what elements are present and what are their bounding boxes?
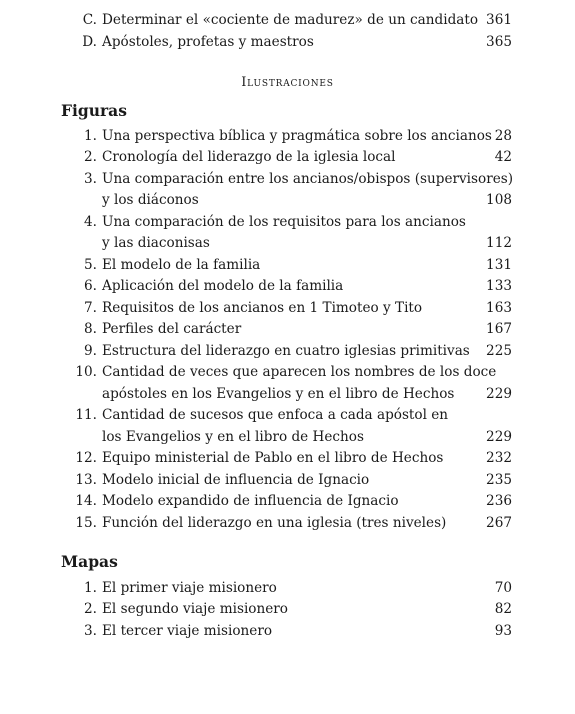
map-title-line: El segundo viaje misionero [102, 601, 288, 617]
figure-page: 236 [486, 493, 512, 509]
maps-heading: Mapas [61, 552, 118, 571]
map-page: 93 [494, 623, 512, 639]
figure-page: 131 [486, 257, 512, 273]
map-title-line: El tercer viaje misionero [102, 623, 273, 639]
figure-page: 108 [486, 192, 512, 208]
figure-title-line: Modelo inicial de influencia de Ignacio [102, 472, 370, 488]
figure-item [0, 491, 575, 512]
figure-number: 5. [84, 257, 97, 273]
figure-page: 28 [494, 128, 512, 144]
appendix-entry-c [0, 10, 575, 31]
figure-title-line: El modelo de la familia [102, 257, 261, 273]
figure-title-line: Cantidad de sucesos que enfoca a cada apóstol en [102, 407, 449, 423]
figure-number: 9. [84, 343, 97, 359]
figure-number: 4. [84, 214, 97, 230]
figures-heading: Figuras [61, 101, 127, 120]
figure-item [0, 513, 575, 534]
map-number: 2. [84, 601, 97, 617]
illustrations-heading: Ilustraciones [241, 75, 334, 90]
map-page: 82 [494, 601, 512, 617]
map-item [0, 599, 575, 620]
figure-number: 11. [75, 407, 97, 423]
appendix-entry-title: Apóstoles, profetas y maestros [102, 34, 314, 50]
figure-page: 112 [486, 235, 512, 251]
figure-number: 12. [75, 450, 97, 466]
figure-title-line: Estructura del liderazgo en cuatro iglesias primitivas [102, 343, 470, 359]
figure-title-line: Perfiles del carácter [102, 321, 242, 337]
figure-page: 167 [486, 321, 512, 337]
map-number: 3. [84, 623, 97, 639]
figure-page: 229 [486, 386, 512, 402]
figure-item-continuation [0, 190, 575, 211]
map-item [0, 578, 575, 599]
figure-title-line: Una comparación de los requisitos para los ancianos [102, 214, 466, 230]
figure-title-line: y los diáconos [102, 192, 199, 208]
map-title-line: El primer viaje misionero [102, 580, 277, 596]
figure-title-line: Una perspectiva bíblica y pragmática sobre los ancianos [102, 128, 492, 144]
figure-item [0, 341, 575, 362]
figure-item-continuation [0, 233, 575, 254]
map-number: 1. [84, 580, 97, 596]
appendix-entry-page: 361 [486, 12, 512, 28]
figure-title-line: Una comparación entre los ancianos/obispos (supervisores) [102, 171, 514, 187]
appendix-entry-d [0, 32, 575, 53]
appendix-entry-title: Determinar el «cociente de madurez» de un candidato [102, 12, 479, 28]
map-item [0, 621, 575, 642]
figure-item [0, 470, 575, 491]
appendix-entry-label: C. [82, 12, 97, 28]
figure-number: 6. [84, 278, 97, 294]
figure-page: 225 [486, 343, 512, 359]
figure-page: 235 [486, 472, 512, 488]
figure-item-continuation [0, 384, 575, 405]
figure-item [0, 298, 575, 319]
figure-page: 232 [486, 450, 512, 466]
figure-number: 15. [75, 515, 97, 531]
figure-title-line: Aplicación del modelo de la familia [102, 278, 344, 294]
figure-title-line: y las diaconisas [102, 235, 210, 251]
figure-number: 13. [75, 472, 97, 488]
figure-item [0, 169, 575, 190]
figure-item [0, 276, 575, 297]
figure-page: 267 [486, 515, 512, 531]
figure-page: 42 [494, 149, 512, 165]
figure-title-line: apóstoles en los Evangelios y en el libro de Hechos [102, 386, 455, 402]
figure-title-line: los Evangelios y en el libro de Hechos [102, 429, 364, 445]
figure-title-line: Cantidad de veces que aparecen los nombres de los doce [102, 364, 497, 380]
map-page: 70 [494, 580, 512, 596]
figure-item [0, 319, 575, 340]
figure-number: 8. [84, 321, 97, 337]
figure-number: 7. [84, 300, 97, 316]
figure-number: 2. [84, 149, 97, 165]
figure-item [0, 362, 575, 383]
figure-item [0, 448, 575, 469]
figure-item [0, 126, 575, 147]
figure-item-continuation [0, 427, 575, 448]
figure-page: 163 [486, 300, 512, 316]
figure-title-line: Modelo expandido de influencia de Ignacio [102, 493, 399, 509]
figure-item [0, 405, 575, 426]
appendix-entry-label: D. [82, 34, 97, 50]
figure-title-line: Función del liderazgo en una iglesia (tres niveles) [102, 515, 447, 531]
figure-title-line: Requisitos de los ancianos en 1 Timoteo y Tito [102, 300, 423, 316]
figure-item [0, 255, 575, 276]
figure-number: 10. [75, 364, 97, 380]
figure-number: 3. [84, 171, 97, 187]
figure-number: 14. [75, 493, 97, 509]
figure-item [0, 212, 575, 233]
figure-page: 133 [486, 278, 512, 294]
figure-title-line: Cronología del liderazgo de la iglesia local [102, 149, 396, 165]
figure-page: 229 [486, 429, 512, 445]
figure-title-line: Equipo ministerial de Pablo en el libro de Hechos [102, 450, 444, 466]
figure-number: 1. [84, 128, 97, 144]
appendix-entry-page: 365 [486, 34, 512, 50]
figure-item [0, 147, 575, 168]
